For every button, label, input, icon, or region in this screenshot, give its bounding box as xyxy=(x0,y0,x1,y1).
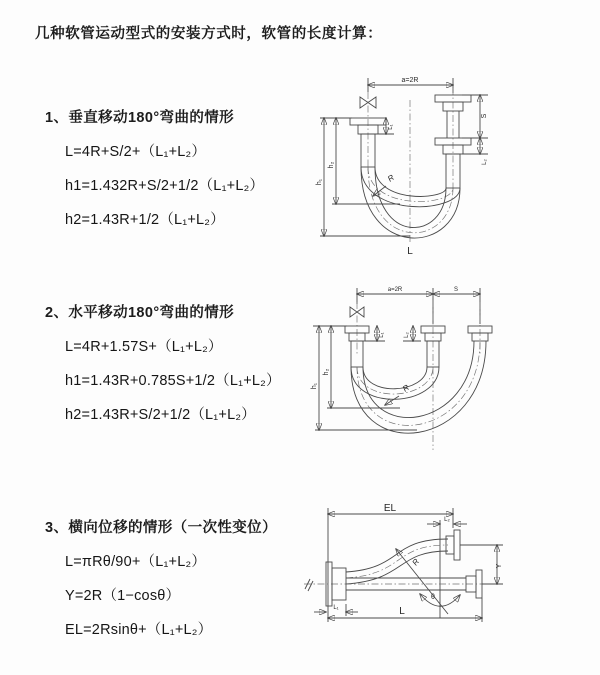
section-3-heading: 3、横向位移的情形（一次性变位） xyxy=(45,520,277,536)
label-l1: L₁ xyxy=(388,124,394,130)
hose-curves xyxy=(361,167,460,238)
label-h2: h₂ xyxy=(328,161,335,169)
formula-h1: h1=1.43R+0.785S+1/2（L₁+L₂） xyxy=(65,373,281,389)
label-y: Y xyxy=(496,563,503,569)
label-a2r: a=2R xyxy=(401,77,419,84)
section-lateral-displacement xyxy=(45,516,277,639)
dim-l2 xyxy=(403,326,421,341)
label-el: EL xyxy=(383,503,397,514)
page-title: 几种软管运动型式的安装方式时，软管的长度计算： xyxy=(35,26,383,42)
formula-Y: Y=2R（1−cosθ） xyxy=(65,588,181,604)
section-1-heading: 1、垂直移动180°弯曲的情形 xyxy=(45,110,235,126)
formula-L: L=4R+S/2+（L₁+L₂） xyxy=(65,144,207,160)
diagram-horizontal-180-bend xyxy=(305,282,600,457)
diagram-lateral-displacement xyxy=(300,500,600,662)
dim-l1 xyxy=(365,326,385,341)
label-s: S xyxy=(453,287,459,293)
formula-L: L=4R+1.57S+（L₁+L₂） xyxy=(65,339,223,355)
dim-l2 xyxy=(427,517,467,618)
section-horizontal-180-bend xyxy=(45,301,281,424)
radius-angle-construction xyxy=(396,549,460,614)
dim-l xyxy=(328,598,482,622)
dim-l2 xyxy=(462,138,488,165)
pipe-break-mark xyxy=(305,579,313,591)
label-h1: h₁ xyxy=(311,382,318,390)
dim-l1 xyxy=(372,118,394,134)
hose-curves xyxy=(351,341,486,433)
formula-EL: EL=2Rsinθ+（L₁+L₂） xyxy=(65,622,213,638)
label-l2: L₂ xyxy=(444,517,450,523)
dim-s xyxy=(462,95,488,138)
label-r: R xyxy=(400,382,411,394)
section-vertical-180-bend xyxy=(45,106,264,229)
label-l: L xyxy=(407,246,413,257)
dim-a2r xyxy=(368,77,453,93)
label-l: L xyxy=(399,606,405,617)
label-l2: L₂ xyxy=(404,332,410,338)
formula-L: L=πRθ/90+（L₁+L₂） xyxy=(65,554,207,570)
label-r: R xyxy=(410,557,422,568)
label-s: S xyxy=(481,113,488,119)
dim-l1 xyxy=(314,604,358,616)
dim-h1-h2 xyxy=(316,118,410,236)
formula-h2: h2=1.43R+S/2+1/2（L₁+L₂） xyxy=(65,407,256,423)
dim-a2r-s xyxy=(357,287,480,324)
hose-s-curve xyxy=(346,539,448,584)
label-r: R xyxy=(385,172,396,184)
label-h2: h₂ xyxy=(323,368,330,376)
label-l1: L₁ xyxy=(379,332,385,338)
formula-h1: h1=1.432R+S/2+1/2（L₁+L₂） xyxy=(65,178,265,194)
label-l2: L₂ xyxy=(482,159,488,165)
formula-h2: h2=1.43R+1/2（L₁+L₂） xyxy=(65,212,225,228)
label-l1: L₁ xyxy=(333,605,339,611)
diagram-vertical-180-bend xyxy=(312,70,597,268)
label-a2r: a=2R xyxy=(387,287,403,293)
dim-y xyxy=(496,545,503,584)
upper-flange xyxy=(446,530,503,560)
section-2-heading: 2、水平移动180°弯曲的情形 xyxy=(45,305,235,321)
dim-el xyxy=(328,503,453,622)
label-h1: h₁ xyxy=(316,178,323,186)
label-theta: θ xyxy=(431,594,435,601)
